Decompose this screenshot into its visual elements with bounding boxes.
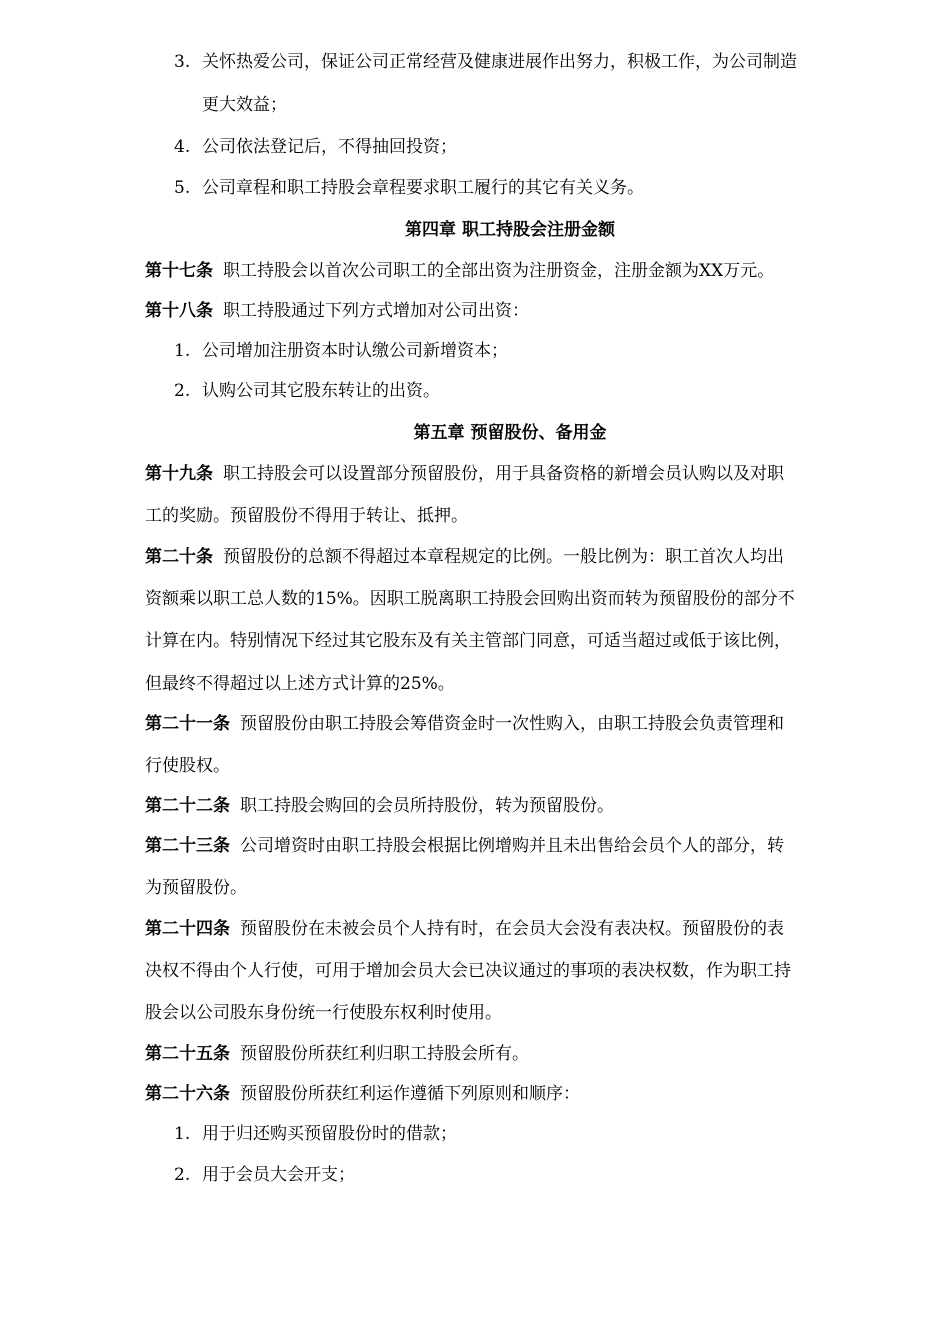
article-text: 预留股份的总额不得超过本章程规定的比例。一般比例为：职工首次人均出 [223, 547, 784, 567]
article-text: 职工持股会可以设置部分预留股份，用于具备资格的新增会员认购以及对职 [223, 464, 784, 484]
article-text: 职工持股会以首次公司职工的全部出资为注册资金，注册金额为XX万元。 [223, 261, 775, 281]
list-item-text: 用于会员大会开支； [202, 1165, 355, 1185]
list-item-text: 关怀热爱公司，保证公司正常经营及健康进展作出努力，积极工作，为公司制造 [202, 52, 797, 72]
article-text: 股会以公司股东身份统一行使股东权利时使用。 [145, 1003, 502, 1023]
list-number: 5. [174, 178, 191, 198]
article-label: 第二十四条 [145, 919, 230, 939]
article-label: 第二十二条 [145, 796, 230, 816]
list-item-text: 公司增加注册资本时认缴公司新增资本； [202, 341, 508, 361]
list-number: 1. [174, 341, 191, 361]
article-text: 预留股份在未被会员个人持有时，在会员大会没有表决权。预留股份的表 [240, 919, 784, 939]
article-label: 第十七条 [145, 261, 213, 281]
article-text: 行使股权。 [145, 756, 230, 776]
article-text: 计算在内。特别情况下经过其它股东及有关主管部门同意，可适当超过或低于该比例， [145, 631, 791, 651]
article-text: 职工持股会购回的会员所持股份，转为预留股份。 [240, 796, 614, 816]
article-text: 但最终不得超过以上述方式计算的25%。 [145, 674, 455, 694]
chapter-title: 第四章 职工持股会注册金额 [405, 220, 615, 240]
list-number: 2. [174, 1165, 191, 1185]
article-text: 资额乘以职工总人数的15%。因职工脱离职工持股会回购出资而转为预留股份的部分不 [145, 589, 795, 609]
list-number: 4. [174, 137, 191, 157]
article-text: 决权不得由个人行使，可用于增加会员大会已决议通过的事项的表决权数，作为职工持 [145, 961, 791, 981]
list-number: 3. [174, 52, 191, 72]
list-item-text: 认购公司其它股东转让的出资。 [202, 381, 440, 401]
article-text: 预留股份所获红利运作遵循下列原则和顺序： [240, 1084, 580, 1104]
article-text: 工的奖励。预留股份不得用于转让、抵押。 [145, 506, 468, 526]
article-label: 第二十五条 [145, 1044, 230, 1064]
article-text: 为预留股份。 [145, 878, 247, 898]
article-label: 第二十一条 [145, 714, 230, 734]
article-label: 第十八条 [145, 301, 213, 321]
article-text: 公司增资时由职工持股会根据比例增购并且未出售给会员个人的部分，转 [240, 836, 784, 856]
article-text: 职工持股通过下列方式增加对公司出资： [223, 301, 529, 321]
article-text: 预留股份由职工持股会筹借资金时一次性购入，由职工持股会负责管理和 [240, 714, 784, 734]
article-text: 预留股份所获红利归职工持股会所有。 [240, 1044, 529, 1064]
chapter-title: 第五章 预留股份、备用金 [413, 423, 607, 443]
list-number: 2. [174, 381, 191, 401]
article-label: 第十九条 [145, 464, 213, 484]
list-item-text: 更大效益； [202, 95, 287, 115]
article-label: 第二十条 [145, 547, 213, 567]
list-number: 1. [174, 1124, 191, 1144]
article-label: 第二十三条 [145, 836, 230, 856]
list-item-text: 用于归还购买预留股份时的借款； [202, 1124, 457, 1144]
list-item-text: 公司章程和职工持股会章程要求职工履行的其它有关义务。 [202, 178, 644, 198]
article-label: 第二十六条 [145, 1084, 230, 1104]
list-item-text: 公司依法登记后，不得抽回投资； [202, 137, 457, 157]
